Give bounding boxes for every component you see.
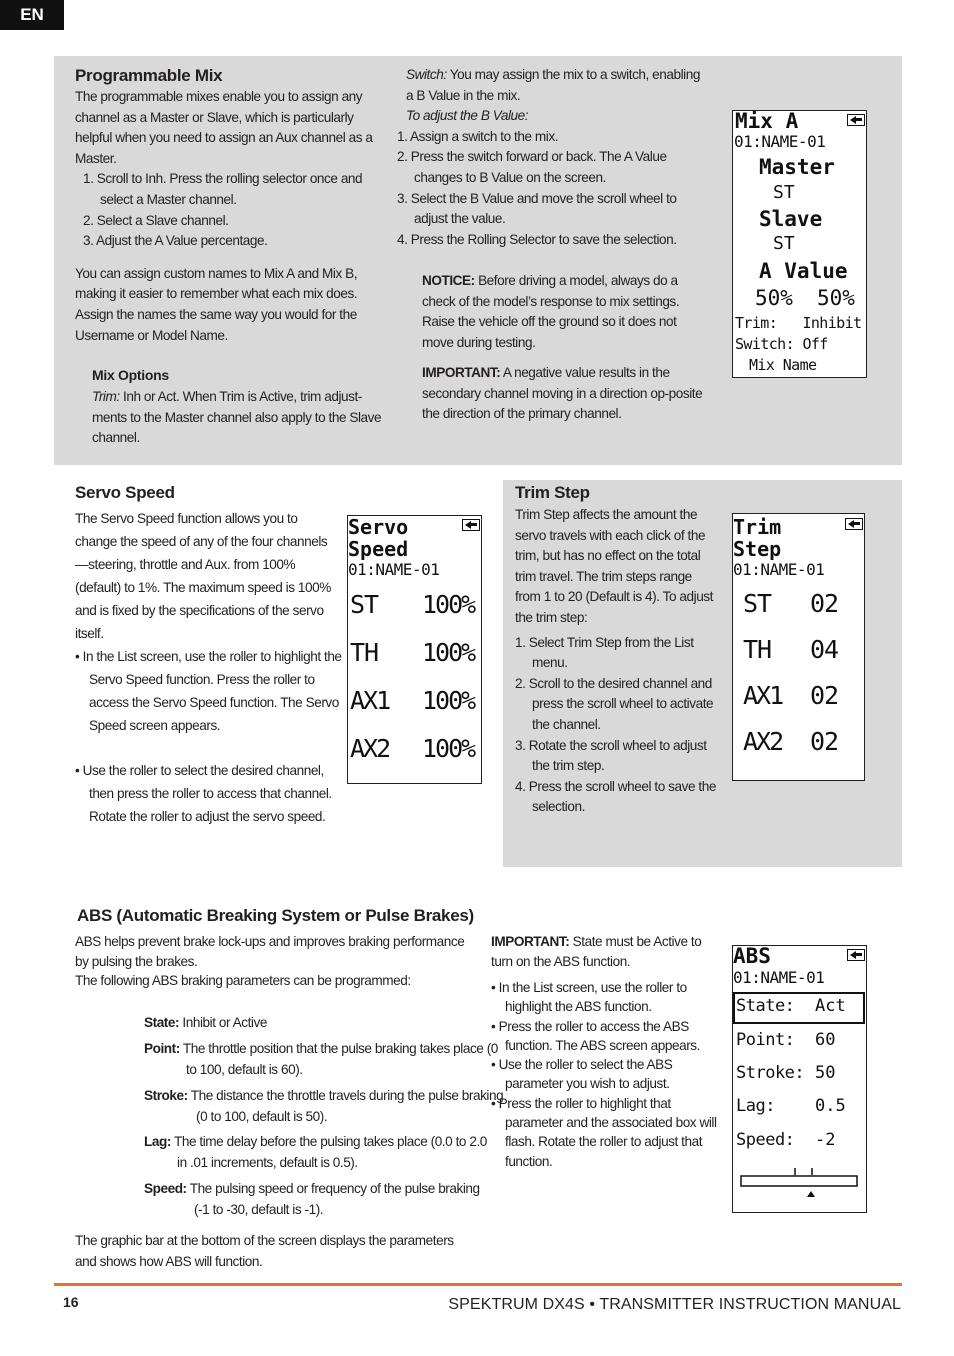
mix-names-paragraph: You can assign custom names to Mix A and Mix B, making it easier to remember what each mix does. Assign the names the same way you would for the Username or Model Name.	[75, 265, 358, 343]
abs-row-value: 0.5	[815, 1096, 846, 1116]
programmable-mix-heading: Programmable Mix	[75, 66, 223, 85]
abs-important-label: IMPORTANT:	[491, 934, 570, 949]
abs-param-text: The distance the throttle travels during the pulse braking (0 to 100, default is 50).	[190, 1088, 504, 1124]
abs-param-label: State:	[144, 1015, 180, 1030]
abs-param-label: Lag:	[144, 1134, 171, 1149]
abs-row-label: Lag:	[736, 1096, 775, 1116]
programmable-mix-step: 1. Scroll to Inh. Press the rolling selector once and select a Master channel.	[83, 171, 363, 207]
servo-speed-screen	[347, 515, 482, 784]
slave-label: Slave	[759, 207, 823, 231]
master-label: Master	[759, 155, 835, 179]
abs-bullet: • In the List screen, use the roller to highlight the ABS function.	[491, 980, 687, 1015]
servo-speed-screen-model: 01:NAME-01	[348, 560, 440, 579]
abs-row-label: State:	[736, 996, 795, 1016]
abs-param	[144, 1179, 494, 1220]
switch-text: You may assign the mix to a switch, enabling a B Value in the mix.	[406, 67, 700, 103]
abs-row-label: Stroke:	[736, 1063, 805, 1083]
important-text: A negative value results in the secondary channel moving in a direction op-posite the direction of the primary channel.	[422, 365, 703, 422]
bvalue-step: 1. Assign a switch to the mix.	[397, 128, 559, 144]
switch-row: Switch: Off	[735, 335, 828, 353]
abs-param-label: Stroke:	[144, 1088, 188, 1103]
bvalue-step: 4. Press the Rolling Selector to save the selection.	[397, 231, 677, 247]
footer-rule	[54, 1283, 902, 1286]
abs-screen-title: ABS	[733, 944, 771, 968]
abs-param	[144, 1086, 516, 1127]
abs-row-value: 50	[815, 1063, 836, 1083]
trim-step-screen-title: Step	[733, 537, 782, 561]
abs-bullet: • Use the roller to select the ABS parameter you wish to adjust.	[491, 1057, 673, 1092]
important-label: IMPORTANT:	[422, 365, 501, 380]
abs-bar-note: The graphic bar at the bottom of the screen displays the parameters and shows how ABS will function.	[75, 1233, 454, 1269]
bvalue-step: 2. Press the switch forward or back. The A Value changes to B Value on the screen.	[397, 149, 667, 185]
abs-important	[491, 932, 723, 971]
slave-value: ST	[773, 233, 795, 254]
mix-notice	[422, 271, 710, 353]
mix-a-screen-title: Mix A	[735, 109, 799, 133]
trim-step-step: 1. Select Trim Step from the List menu.	[515, 634, 694, 671]
abs-param-text: The pulsing speed or frequency of the pulse braking (-1 to -30, default is -1).	[189, 1181, 480, 1217]
trim-step-step: 4. Press the scroll wheel to save the selection.	[515, 778, 716, 815]
channel-value: 04	[810, 635, 839, 664]
servo-speed-screen-title: Speed	[348, 537, 409, 561]
master-value: ST	[773, 182, 795, 203]
servo-speed-bullet: • In the List screen, use the roller to highlight the Servo Speed function. Press the roller to access the Servo Speed function. The Servo Speed screen appears.	[75, 649, 342, 733]
language-tab: EN	[0, 0, 64, 30]
a-value-1: 50%	[755, 286, 793, 310]
bvalue-step: 3. Select the B Value and move the scroll wheel to adjust the value.	[397, 190, 677, 227]
abs-param	[144, 1132, 497, 1173]
abs-bullet: • Press the roller to access the ABS function. The ABS screen appears.	[491, 1018, 700, 1053]
abs-important-text: State must be Active to turn on the ABS function.	[491, 934, 702, 969]
abs-param	[144, 1013, 464, 1034]
channel-label: AX2	[350, 734, 390, 763]
abs-param-label: Point:	[144, 1041, 180, 1056]
abs-row-label: Point:	[736, 1030, 795, 1050]
trim-text: Inh or Act. When Trim is Active, trim adjust-ments to the Master channel also apply to the Slave channel.	[92, 389, 382, 446]
channel-value: 100%	[422, 686, 475, 715]
abs-screen-model: 01:NAME-01	[733, 968, 825, 987]
mix-options-heading: Mix Options	[92, 367, 169, 383]
channel-value: 02	[810, 589, 839, 618]
abs-row-label: Speed:	[736, 1130, 795, 1150]
mix-options-trim	[92, 387, 392, 449]
trim-step-screen	[732, 513, 865, 781]
notice-text: Before driving a model, always do a check of the model’s response to mix settings. Raise the vehicle off the ground so it does not move during testing.	[422, 273, 680, 350]
servo-speed-intro: The Servo Speed function allows you to change the speed of any of the four channels—steering, throttle and Aux. from 100% (default) to 1%. The maximum speed is 100% and is fixed by the specifications of the servo itself.	[75, 511, 331, 641]
programmable-mix-step: 3. Adjust the A Value percentage.	[83, 233, 268, 249]
channel-label: TH	[743, 635, 772, 664]
programmable-mix-step: 2. Select a Slave channel.	[83, 212, 229, 228]
a-value-label: A Value	[759, 259, 848, 283]
abs-param-text: The throttle position that the pulse braking takes place (0 to 100, default is 60).	[182, 1041, 498, 1077]
back-icon[interactable]	[847, 114, 865, 126]
abs-param-text: Inhibit or Active	[182, 1015, 267, 1030]
back-icon[interactable]	[462, 519, 480, 531]
channel-value: 02	[810, 681, 839, 710]
bvalue-heading: To adjust the B Value:	[406, 108, 529, 124]
page-number: 16	[63, 1294, 79, 1310]
a-value-2: 50%	[817, 286, 855, 310]
back-icon[interactable]	[847, 949, 865, 961]
trim-step-intro: Trim Step affects the amount the servo travels with each click of the trim, but has no effect on the total trim travel. The trim steps range from 1 to 20 (Default is 4). To adjust the trim step:	[515, 507, 713, 625]
abs-row-value: 60	[815, 1030, 836, 1050]
mix-a-screen	[732, 110, 867, 378]
trim-row: Trim: Inhibit	[735, 314, 862, 332]
abs-bullet-list	[491, 978, 723, 1171]
abs-param	[144, 1039, 498, 1080]
programmable-mix-left-column	[75, 87, 393, 346]
channel-label: ST	[350, 590, 379, 619]
back-icon[interactable]	[845, 518, 863, 530]
channel-value: 100%	[422, 734, 475, 763]
abs-heading: ABS (Automatic Breaking System or Pulse Brakes)	[77, 906, 474, 925]
trim-step-column	[515, 505, 720, 818]
channel-label: TH	[350, 638, 379, 667]
programmable-mix-intro: The programmable mixes enable you to assign any channel as a Master or Slave, which is particularly helpful when you need to assign an Aux channel as a Master.	[75, 89, 373, 166]
trim-step-step: 2. Scroll to the desired channel and press the scroll wheel to activate the channel.	[515, 675, 714, 732]
channel-label: AX1	[743, 681, 783, 710]
servo-speed-bullet: • Use the roller to select the desired channel, then press the roller to access that channel. Rotate the roller to adjust the servo speed.	[75, 763, 332, 824]
channel-label: AX2	[743, 727, 783, 756]
trim-step-screen-title: Trim	[733, 515, 782, 539]
abs-row-value: Act	[815, 996, 846, 1016]
mix-a-screen-model: 01:NAME-01	[734, 132, 826, 151]
abs-intro-2: The following ABS braking parameters can be programmed:	[75, 973, 411, 988]
abs-bullet: • Press the roller to highlight that parameter and the associated box will flash. Rotate the roller to adjust that function.	[491, 1095, 717, 1169]
notice-label: NOTICE:	[422, 273, 475, 288]
abs-row-value: -2	[815, 1130, 836, 1150]
channel-value: 02	[810, 727, 839, 756]
channel-label: AX1	[350, 686, 390, 715]
servo-speed-screen-title: Servo	[348, 515, 409, 539]
trim-step-heading: Trim Step	[515, 483, 590, 502]
abs-param-text: The time delay before the pulsing takes place (0.0 to 2.0 in .01 increments, default is 0.5).	[174, 1134, 487, 1170]
programmable-mix-middle-column	[397, 65, 709, 250]
channel-value: 100%	[422, 590, 475, 619]
abs-param-label: Speed:	[144, 1181, 187, 1196]
abs-intro	[75, 932, 475, 991]
switch-label: Switch:	[406, 67, 447, 82]
trim-step-screen-model: 01:NAME-01	[733, 560, 825, 579]
footer-title: SPEKTRUM DX4S • TRANSMITTER INSTRUCTION MANUAL	[448, 1296, 901, 1313]
channel-label: ST	[743, 589, 772, 618]
trim-step-step: 3. Rotate the scroll wheel to adjust the trim step.	[515, 737, 707, 774]
abs-intro-1: ABS helps prevent brake lock-ups and improves braking performance by pulsing the brakes.	[75, 934, 465, 969]
channel-value: 100%	[422, 638, 475, 667]
mix-name-row: Mix Name	[749, 356, 817, 374]
trim-label: Trim:	[92, 389, 120, 404]
mix-important	[422, 363, 704, 425]
servo-speed-heading: Servo Speed	[75, 483, 175, 502]
abs-graphic-bar	[739, 1166, 859, 1200]
abs-screen	[732, 945, 867, 1213]
